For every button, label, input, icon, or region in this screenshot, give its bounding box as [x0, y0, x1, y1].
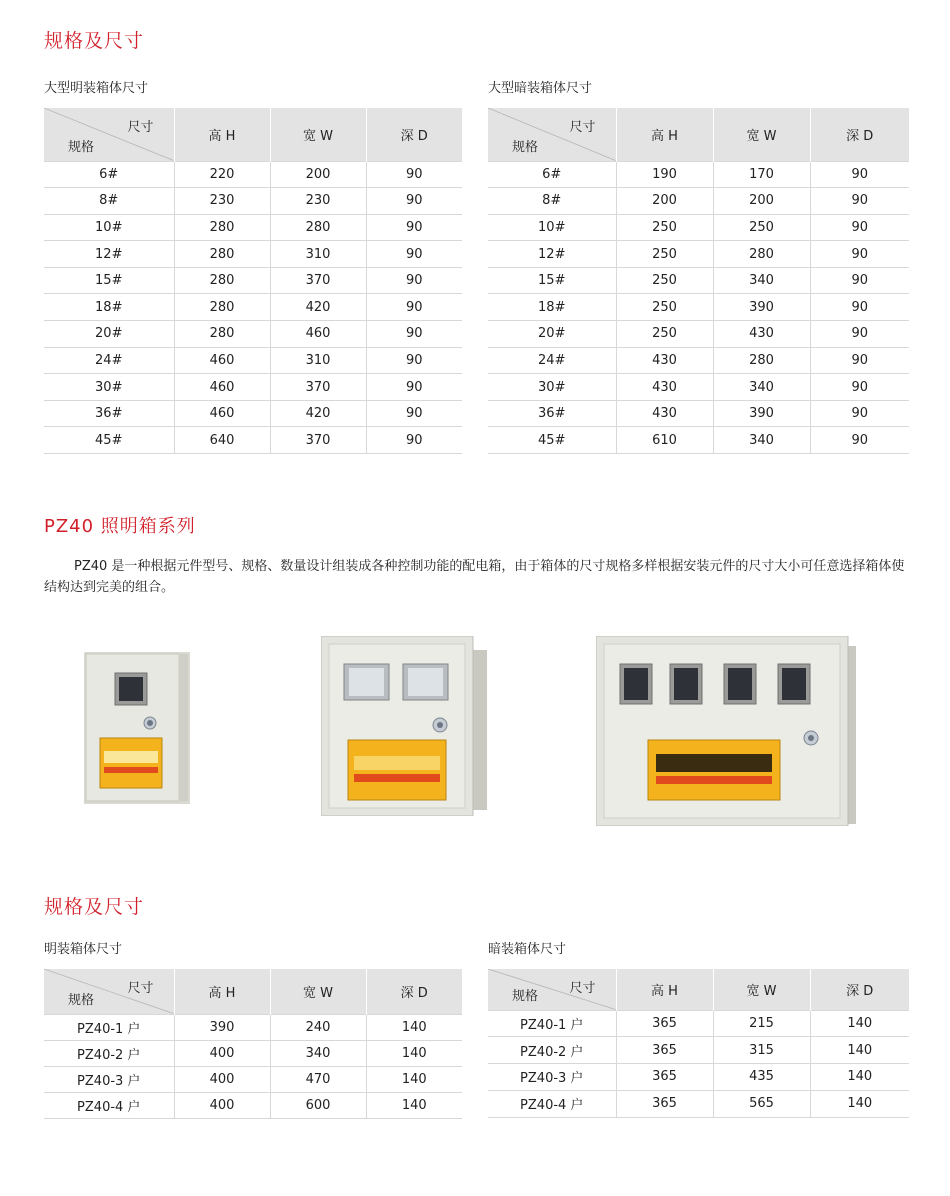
- dimension-cell: 640: [174, 427, 270, 454]
- spec-cell: PZ40-1 户: [488, 1010, 616, 1037]
- header-corner-cell: [44, 108, 174, 161]
- column-header: 深 D: [810, 108, 909, 161]
- surface-table-caption: 明装箱体尺寸: [44, 942, 123, 957]
- dimension-cell: 140: [810, 1064, 909, 1091]
- dimension-cell: 140: [366, 1014, 462, 1040]
- dimension-cell: 435: [713, 1064, 810, 1091]
- dimension-cell: 90: [810, 321, 909, 348]
- dimension-cell: 230: [270, 188, 366, 215]
- diagonal-divider: [44, 108, 174, 161]
- dimension-cell: 430: [616, 374, 713, 401]
- spec-cell: 30#: [488, 374, 616, 401]
- dimension-cell: 280: [713, 241, 810, 268]
- column-header: 高 H: [174, 969, 270, 1014]
- dimension-cell: 340: [270, 1040, 366, 1066]
- dimension-cell: 430: [616, 400, 713, 427]
- table-row: [488, 294, 909, 321]
- table-row: [488, 241, 909, 268]
- table-row: [488, 321, 909, 348]
- dimension-cell: 90: [366, 294, 462, 321]
- spec-cell: PZ40-4 户: [44, 1092, 174, 1118]
- table-row: [44, 161, 462, 188]
- dimension-cell: 280: [174, 294, 270, 321]
- table-row: [44, 427, 462, 454]
- dimension-cell: 240: [270, 1014, 366, 1040]
- table-row: [488, 400, 909, 427]
- table-row: [488, 188, 909, 215]
- corner-label-spec: 规格: [512, 139, 539, 155]
- spec-cell: PZ40-4 户: [488, 1090, 616, 1117]
- corner-label-size: 尺寸: [569, 981, 596, 996]
- column-header: 高 H: [616, 969, 713, 1010]
- dimension-cell: 90: [366, 427, 462, 454]
- table-row: [488, 374, 909, 401]
- dimension-cell: 90: [366, 321, 462, 348]
- spec-cell: 24#: [488, 347, 616, 374]
- column-header: 高 H: [174, 108, 270, 161]
- column-header: 宽 W: [270, 108, 366, 161]
- dimension-cell: 90: [810, 294, 909, 321]
- dimension-cell: 430: [616, 347, 713, 374]
- dimension-cell: 90: [810, 188, 909, 215]
- dimension-cell: 610: [616, 427, 713, 454]
- dimension-cell: 140: [810, 1037, 909, 1064]
- dimension-cell: 90: [366, 347, 462, 374]
- table-row: [44, 188, 462, 215]
- table-row: [488, 1064, 909, 1091]
- dimension-cell: 140: [366, 1066, 462, 1092]
- dimension-cell: 140: [366, 1092, 462, 1118]
- dimension-cell: 460: [174, 400, 270, 427]
- dimension-cell: 460: [270, 321, 366, 348]
- pz40-4-unit-box-image: [596, 636, 858, 826]
- dimension-cell: 90: [810, 214, 909, 241]
- pz40-2-unit-box-image: [321, 636, 489, 816]
- dimension-cell: 420: [270, 400, 366, 427]
- dimension-cell: 420: [270, 294, 366, 321]
- dimension-cell: 90: [366, 214, 462, 241]
- dimension-cell: 90: [366, 400, 462, 427]
- table-row: [488, 267, 909, 294]
- dimension-cell: 90: [366, 241, 462, 268]
- spec-cell: 45#: [488, 427, 616, 454]
- spec-cell: PZ40-3 户: [44, 1066, 174, 1092]
- spec-cell: 36#: [44, 400, 174, 427]
- corner-label-size: 尺寸: [569, 120, 596, 135]
- large-surface-table-caption: 大型明装箱体尺寸: [44, 81, 149, 96]
- table-row: [44, 267, 462, 294]
- dimension-cell: 90: [366, 188, 462, 215]
- corner-label-spec: 规格: [68, 139, 95, 155]
- section-title-specs-pz40: 规格及尺寸: [44, 896, 145, 918]
- dimension-cell: 315: [713, 1037, 810, 1064]
- spec-cell: 10#: [44, 214, 174, 241]
- spec-cell: 12#: [44, 241, 174, 268]
- dimension-cell: 340: [713, 267, 810, 294]
- header-corner-cell: [488, 108, 616, 161]
- dimension-cell: 470: [270, 1066, 366, 1092]
- spec-cell: 20#: [488, 321, 616, 348]
- table-row: [488, 427, 909, 454]
- section-title-pz40-series: PZ40 照明箱系列: [44, 516, 196, 537]
- column-header: 宽 W: [713, 969, 810, 1010]
- spec-cell: PZ40-2 户: [44, 1040, 174, 1066]
- header-corner-cell: [488, 969, 616, 1010]
- table-row: [44, 1092, 462, 1118]
- dimension-cell: 140: [810, 1010, 909, 1037]
- dimension-cell: 280: [174, 214, 270, 241]
- surface-box-size-table: [44, 969, 462, 1119]
- pz40-1-unit-box-image: [84, 652, 190, 804]
- table-row: [488, 214, 909, 241]
- dimension-cell: 280: [270, 214, 366, 241]
- dimension-cell: 430: [713, 321, 810, 348]
- column-header: 高 H: [616, 108, 713, 161]
- spec-cell: 8#: [44, 188, 174, 215]
- dimension-cell: 90: [366, 374, 462, 401]
- dimension-cell: 90: [810, 400, 909, 427]
- dimension-cell: 460: [174, 347, 270, 374]
- diagonal-divider: [488, 108, 616, 161]
- dimension-cell: 250: [616, 214, 713, 241]
- dimension-cell: 90: [810, 267, 909, 294]
- spec-cell: 10#: [488, 214, 616, 241]
- dimension-cell: 400: [174, 1066, 270, 1092]
- spec-cell: 30#: [44, 374, 174, 401]
- flush-table-caption: 暗装箱体尺寸: [488, 942, 567, 957]
- dimension-cell: 340: [713, 374, 810, 401]
- spec-cell: 18#: [44, 294, 174, 321]
- dimension-cell: 140: [810, 1090, 909, 1117]
- dimension-cell: 215: [713, 1010, 810, 1037]
- dimension-cell: 90: [810, 347, 909, 374]
- section-title-specs: 规格及尺寸: [44, 30, 145, 52]
- dimension-cell: 90: [366, 267, 462, 294]
- spec-cell: PZ40-1 户: [44, 1014, 174, 1040]
- table-row: [488, 1010, 909, 1037]
- dimension-cell: 230: [174, 188, 270, 215]
- diagonal-divider: [488, 969, 616, 1010]
- table-row: [44, 294, 462, 321]
- dimension-cell: 390: [713, 294, 810, 321]
- dimension-cell: 390: [713, 400, 810, 427]
- spec-cell: PZ40-3 户: [488, 1064, 616, 1091]
- dimension-cell: 370: [270, 374, 366, 401]
- spec-cell: 15#: [44, 267, 174, 294]
- dimension-cell: 340: [713, 427, 810, 454]
- table-row: [44, 374, 462, 401]
- large-flush-box-size-table: [488, 108, 909, 454]
- dimension-cell: 250: [713, 214, 810, 241]
- dimension-cell: 280: [713, 347, 810, 374]
- spec-cell: 36#: [488, 400, 616, 427]
- table-row: [44, 214, 462, 241]
- diagonal-divider: [44, 969, 174, 1014]
- dimension-cell: 90: [810, 374, 909, 401]
- dimension-cell: 365: [616, 1090, 713, 1117]
- column-header: 深 D: [810, 969, 909, 1010]
- dimension-cell: 370: [270, 427, 366, 454]
- column-header: 深 D: [366, 108, 462, 161]
- spec-cell: 6#: [488, 161, 616, 188]
- dimension-cell: 370: [270, 267, 366, 294]
- spec-cell: 15#: [488, 267, 616, 294]
- dimension-cell: 390: [174, 1014, 270, 1040]
- table-row: [44, 241, 462, 268]
- table-row: [44, 1066, 462, 1092]
- corner-label-spec: 规格: [68, 992, 95, 1008]
- table-row: [488, 347, 909, 374]
- dimension-cell: 600: [270, 1092, 366, 1118]
- dimension-cell: 170: [713, 161, 810, 188]
- table-row: [44, 1014, 462, 1040]
- large-surface-box-size-table: [44, 108, 462, 454]
- dimension-cell: 90: [810, 427, 909, 454]
- dimension-cell: 90: [366, 161, 462, 188]
- dimension-cell: 200: [616, 188, 713, 215]
- table-row: [44, 321, 462, 348]
- large-flush-table-caption: 大型暗装箱体尺寸: [488, 81, 593, 96]
- dimension-cell: 250: [616, 267, 713, 294]
- dimension-cell: 460: [174, 374, 270, 401]
- dimension-cell: 220: [174, 161, 270, 188]
- spec-cell: 24#: [44, 347, 174, 374]
- dimension-cell: 90: [810, 241, 909, 268]
- dimension-cell: 365: [616, 1064, 713, 1091]
- pz40-description: PZ40 是一种根据元件型号、规格、数量设计组装成各种控制功能的配电箱，由于箱体的尺寸规格多样根据安装元件的尺寸大小可任意选择箱体使结构达到完美的组合。: [44, 559, 905, 595]
- column-header: 宽 W: [713, 108, 810, 161]
- dimension-cell: 280: [174, 267, 270, 294]
- dimension-cell: 365: [616, 1037, 713, 1064]
- dimension-cell: 140: [366, 1040, 462, 1066]
- table-row: [44, 347, 462, 374]
- spec-cell: 45#: [44, 427, 174, 454]
- dimension-cell: 250: [616, 241, 713, 268]
- column-header: 宽 W: [270, 969, 366, 1014]
- dimension-cell: 90: [810, 161, 909, 188]
- table-row: [488, 161, 909, 188]
- dimension-cell: 250: [616, 294, 713, 321]
- dimension-cell: 310: [270, 347, 366, 374]
- table-row: [44, 400, 462, 427]
- spec-cell: 6#: [44, 161, 174, 188]
- dimension-cell: 280: [174, 321, 270, 348]
- table-row: [488, 1037, 909, 1064]
- header-corner-cell: [44, 969, 174, 1014]
- spec-cell: 8#: [488, 188, 616, 215]
- dimension-cell: 400: [174, 1092, 270, 1118]
- column-header: 深 D: [366, 969, 462, 1014]
- spec-cell: 18#: [488, 294, 616, 321]
- dimension-cell: 200: [713, 188, 810, 215]
- dimension-cell: 365: [616, 1010, 713, 1037]
- dimension-cell: 250: [616, 321, 713, 348]
- spec-cell: PZ40-2 户: [488, 1037, 616, 1064]
- spec-cell: 12#: [488, 241, 616, 268]
- dimension-cell: 400: [174, 1040, 270, 1066]
- corner-label-spec: 规格: [512, 988, 539, 1004]
- dimension-cell: 310: [270, 241, 366, 268]
- dimension-cell: 200: [270, 161, 366, 188]
- corner-label-size: 尺寸: [127, 981, 154, 996]
- flush-box-size-table: [488, 969, 909, 1118]
- dimension-cell: 280: [174, 241, 270, 268]
- corner-label-size: 尺寸: [127, 120, 154, 135]
- dimension-cell: 190: [616, 161, 713, 188]
- table-row: [44, 1040, 462, 1066]
- dimension-cell: 565: [713, 1090, 810, 1117]
- spec-cell: 20#: [44, 321, 174, 348]
- table-row: [488, 1090, 909, 1117]
